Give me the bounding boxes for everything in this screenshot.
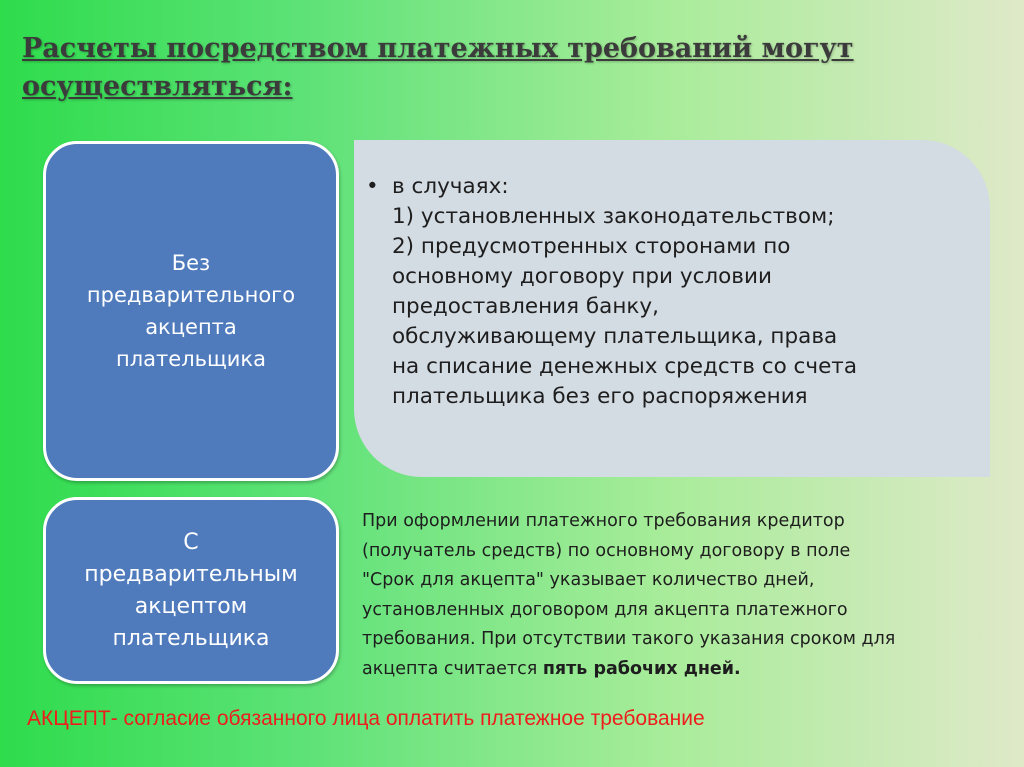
without-acceptance-label: Без предварительного акцепта плательщика — [86, 251, 296, 371]
acceptance-term-note — [362, 507, 992, 684]
note-bold-term: пять рабочих дней. — [542, 658, 741, 679]
slide-title: Расчеты посредством платежных требований могут осуществляться: — [22, 33, 854, 102]
with-acceptance-box — [43, 497, 339, 684]
note-text: При оформлении платежного требования кредитор (получатель средств) по основному договору в поле "Срок для акцепта" указывает количество дней, установленных договором для акцепта платежного требования. При отсутствии такого указания сроком для акцепта считается — [362, 511, 896, 679]
without-acceptance-box — [43, 141, 339, 481]
with-acceptance-label: С предварительным акцептом плательщика — [84, 529, 298, 651]
cases-panel — [354, 140, 990, 477]
cases-text: в случаях: 1) установленных законодательством; 2) предусмотренных сторонами по основному договору при условии предоставления банку, обслуживающему плательщика, права на списание денежных средств со счета плательщика без его распоряжения — [392, 174, 858, 409]
bullet-marker: • — [366, 174, 379, 199]
cases-list-item — [366, 172, 960, 412]
acceptance-definition: АКЦЕПТ- согласие обязанного лица оплатить платежное требование — [27, 707, 705, 730]
